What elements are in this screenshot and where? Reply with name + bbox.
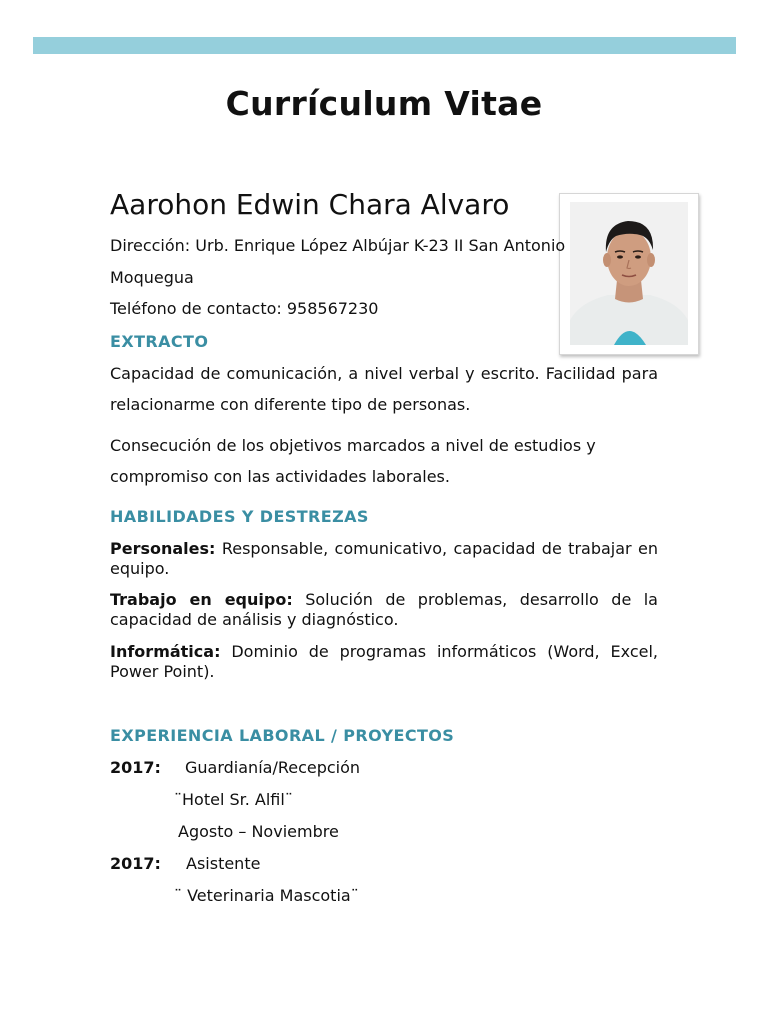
experience-year: 2017: — [110, 758, 161, 777]
skill-text: Solución de problemas, desarrollo de la capacidad de análisis y diagnóstico. — [110, 590, 658, 629]
skill-text: Dominio de programas informáticos (Word, Excel, Power Point). — [110, 642, 658, 681]
skill-item-informatica — [110, 642, 658, 682]
section-heading-experience: EXPERIENCIA LABORAL / PROYECTOS — [110, 726, 455, 745]
experience-period: Agosto – Noviembre — [178, 822, 339, 841]
experience-role: Asistente — [186, 854, 261, 873]
extracto-paragraph-2: Consecución de los objetivos marcados a nivel de estudios y compromiso con las actividades laborales. — [110, 436, 596, 486]
candidate-name: Aarohon Edwin Chara Alvaro — [110, 188, 510, 221]
header-accent-bar — [33, 37, 736, 54]
skill-item-trabajo-en-equipo — [110, 590, 658, 630]
city-line: Moquegua — [110, 268, 194, 287]
skill-label: Trabajo en equipo: — [110, 590, 293, 609]
experience-role: Guardianía/Recepción — [185, 758, 361, 777]
phone-line: Teléfono de contacto: 958567230 — [110, 299, 379, 318]
document-title: Currículum Vitae — [225, 84, 543, 123]
experience-place: ¨Hotel Sr. Alfil¨ — [174, 790, 293, 809]
skill-label: Personales: — [110, 539, 216, 558]
experience-place: ¨ Veterinaria Mascotia¨ — [174, 886, 359, 905]
skill-label: Informática: — [110, 642, 221, 661]
skill-item-personales — [110, 539, 658, 579]
profile-photo — [570, 202, 688, 345]
skill-text: Responsable, comunicativo, capacidad de trabajar en equipo. — [110, 539, 658, 578]
experience-year: 2017: — [110, 854, 161, 873]
section-heading-extracto: EXTRACTO — [110, 332, 209, 351]
section-heading-skills: HABILIDADES Y DESTREZAS — [110, 507, 369, 526]
profile-photo-frame — [559, 193, 699, 355]
address-line: Dirección: Urb. Enrique López Albújar K-23 II San Antonio — [110, 236, 566, 255]
extracto-paragraph-1: Capacidad de comunicación, a nivel verbal y escrito. Facilidad para relacionarme con diferente tipo de personas. — [110, 364, 658, 414]
